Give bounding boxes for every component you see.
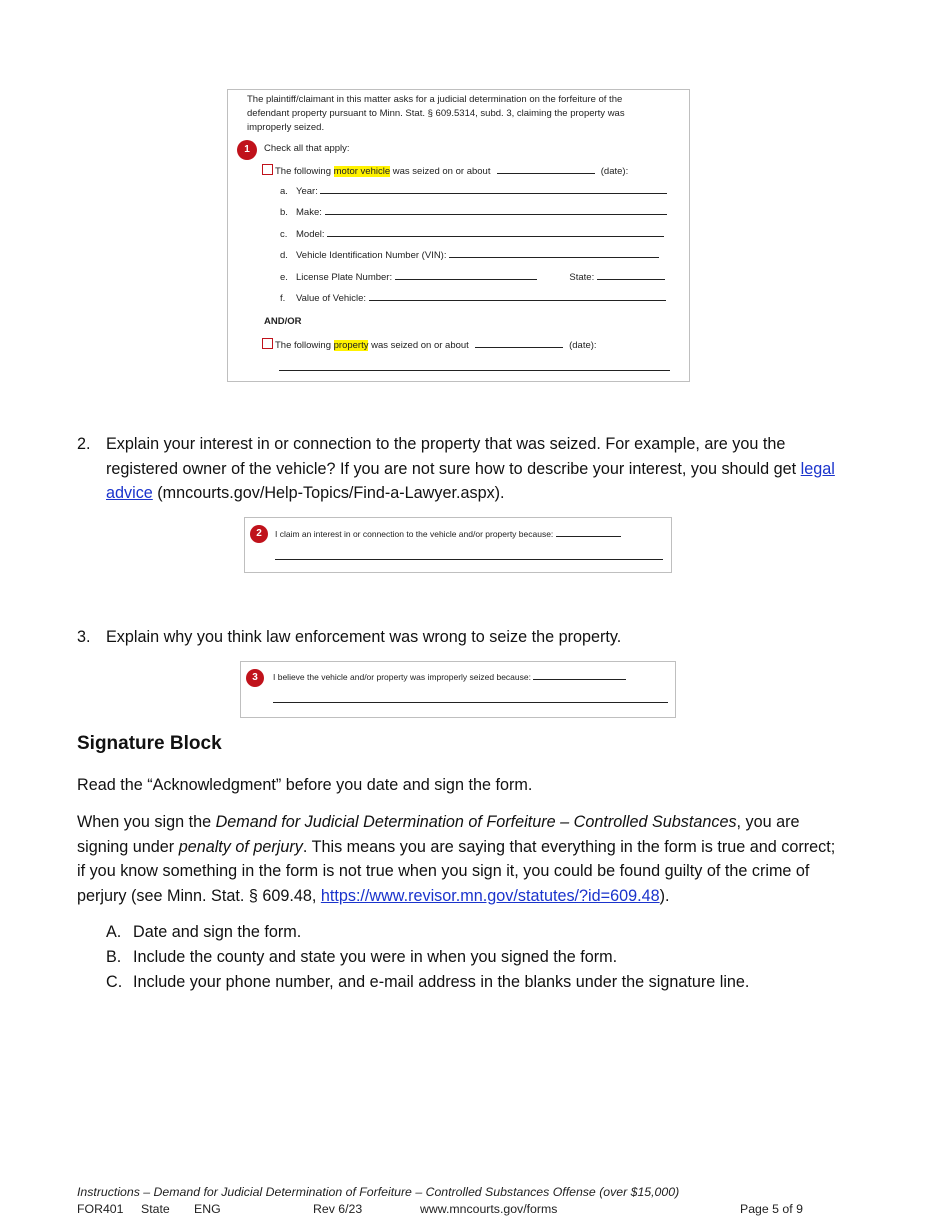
form-example-3 [240, 661, 676, 718]
property-date-label: (date): [569, 340, 597, 351]
vehicle-date-blank [497, 173, 595, 174]
list-item-a: A. Date and sign the form. [106, 923, 302, 941]
form3-text: I believe the vehicle and/or property was improperly seized because: [273, 672, 626, 682]
andor-label: AND/OR [264, 316, 302, 327]
state-label: State: [569, 272, 595, 283]
form-example-2 [244, 517, 672, 573]
badge-2: 2 [250, 525, 268, 543]
form2-line [275, 559, 663, 560]
check-all-label: Check all that apply: [264, 143, 350, 154]
item2-text: Explain your interest in or connection to the property that was seized. For example, are you the registered owner of the vehicle? If you are not sure how to describe your interest, you should get legal advice (mncourts.gov/Help-Topics/Find-a-Lawyer.aspx). [106, 435, 835, 502]
vehicle-checkbox[interactable] [262, 164, 273, 175]
property-row [262, 338, 597, 351]
property-description-line [279, 370, 670, 371]
item3-number: 3. [77, 628, 91, 646]
property-highlight: property [333, 340, 369, 351]
vehicle-text-post: was seized on or about [390, 166, 491, 177]
field-make: b. Make: [280, 207, 667, 218]
item2-number: 2. [77, 435, 91, 453]
revisor-link[interactable]: https://www.revisor.mn.gov/statutes/?id=609.48 [320, 886, 660, 905]
form1-intro: The plaintiff/claimant in this matter asks for a judicial determination on the forfeiture of the defendant property pursuant to Minn. Stat. § 609.5314, subd. 3, claiming the property was improperly seized. [247, 94, 625, 133]
badge-3: 3 [246, 669, 264, 687]
form2-text: I claim an interest in or connection to the vehicle and/or property because: [275, 529, 621, 539]
footer-page: Page 5 of 9 [740, 1202, 803, 1216]
signature-para-2: When you sign the Demand for Judicial Determination of Forfeiture – Controlled Substances, you are signing under penalty of perjury. This means you are saying that everything in the form is true and correct; if you know something in the form is not true when you sign it, you could be found guilty of the crime of perjury (see Minn. Stat. § 609.48, https://www.revisor.mn.gov/statutes/?id=609.48). [77, 813, 836, 905]
vehicle-date-label: (date): [600, 166, 629, 177]
form-example-1 [227, 89, 690, 382]
list-item-b: B. Include the county and state you were in when you signed the form. [106, 948, 618, 966]
field-vin: d. Vehicle Identification Number (VIN): [280, 250, 659, 261]
footer-lang: ENG [194, 1202, 221, 1216]
footer-title: Instructions – Demand for Judicial Determination of Forfeiture – Controlled Substances Offense (over $15,000) [77, 1185, 680, 1199]
form3-line [273, 702, 668, 703]
vehicle-highlight: motor vehicle [333, 166, 391, 177]
signature-para-1: Read the “Acknowledgment” before you date and sign the form. [77, 776, 533, 794]
footer-website: www.mncourts.gov/forms [420, 1202, 558, 1216]
property-date-blank [475, 347, 563, 348]
field-license: e. License Plate Number: State: [280, 272, 665, 283]
vehicle-text-pre: The following [275, 166, 334, 177]
field-year: a. Year: [280, 186, 667, 197]
property-checkbox[interactable] [262, 338, 273, 349]
item3-text: Explain why you think law enforcement was wrong to seize the property. [106, 628, 622, 646]
property-text-post: was seized on or about [368, 340, 469, 351]
footer-form-code: FOR401 [77, 1202, 124, 1216]
signature-heading: Signature Block [77, 733, 222, 754]
footer-state: State [141, 1202, 170, 1216]
property-text-pre: The following [275, 340, 334, 351]
field-value: f. Value of Vehicle: [280, 293, 666, 304]
list-item-c: C. Include your phone number, and e-mail address in the blanks under the signature line. [106, 973, 750, 991]
footer-rev: Rev 6/23 [313, 1202, 363, 1216]
legal-advice-link[interactable]: legal advice [106, 459, 835, 502]
vehicle-row [262, 164, 628, 177]
badge-1: 1 [237, 140, 257, 160]
field-model: c. Model: [280, 229, 664, 240]
